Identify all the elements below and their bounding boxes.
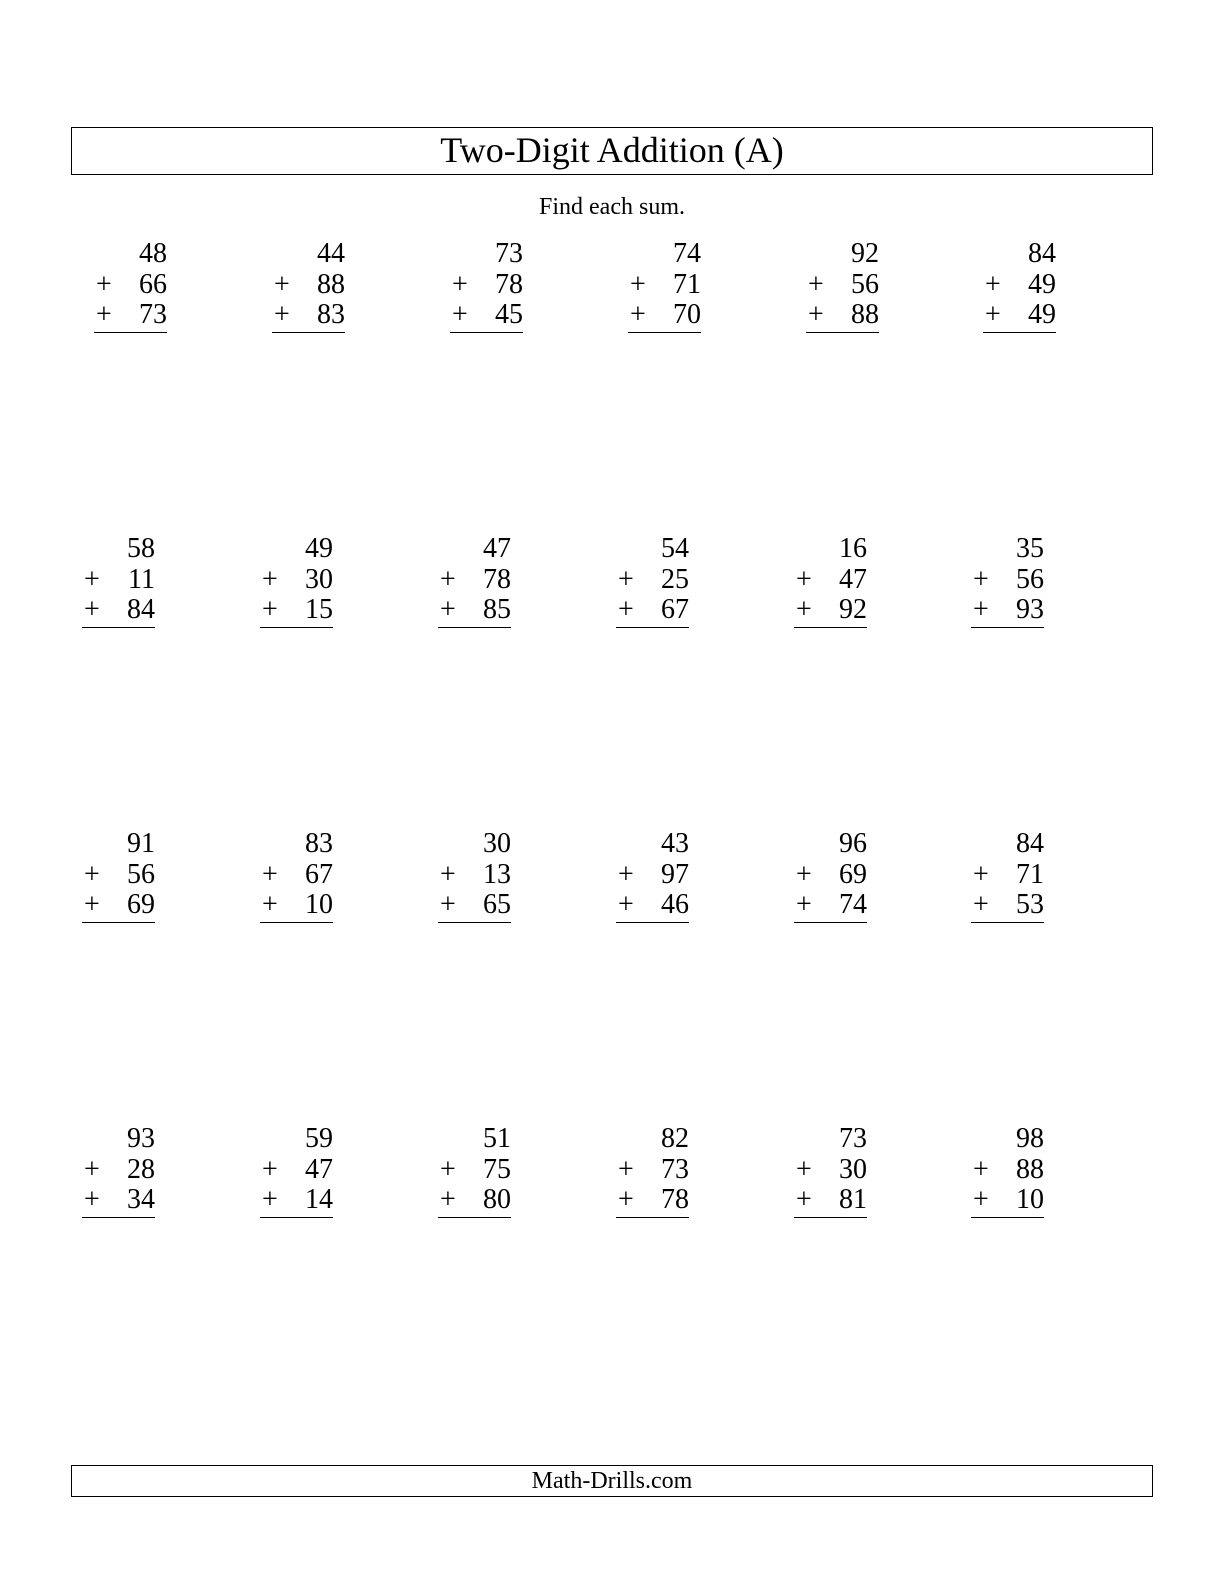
plus-sign: +	[262, 1153, 278, 1185]
first-addend	[438, 1124, 511, 1155]
answer-line	[971, 922, 1044, 923]
plus-sign: +	[973, 1184, 989, 1215]
first-addend	[438, 829, 511, 860]
plus-sign: +	[630, 299, 646, 330]
addition-problem	[971, 829, 1044, 923]
addition-problem	[438, 1124, 511, 1218]
answer-line	[260, 627, 333, 628]
first-addend	[260, 534, 333, 565]
plus-sign: +	[96, 268, 112, 300]
third-addend-value: 34	[127, 1184, 155, 1215]
worksheet-title: Two-Digit Addition (A)	[71, 127, 1153, 175]
answer-line	[628, 332, 701, 333]
third-addend-value: 92	[839, 594, 867, 625]
second-addend	[438, 565, 511, 596]
third-addend-value: 65	[483, 889, 511, 920]
second-addend-value: 66	[139, 268, 167, 300]
second-addend-value: 47	[839, 563, 867, 595]
answer-line	[82, 627, 155, 628]
answer-line	[794, 1217, 867, 1218]
third-addend	[260, 595, 333, 626]
plus-sign: +	[440, 594, 456, 625]
first-addend	[616, 829, 689, 860]
addition-problem	[983, 239, 1056, 333]
first-addend-value: 16	[839, 533, 867, 564]
plus-sign: +	[262, 1184, 278, 1215]
answer-line	[260, 922, 333, 923]
second-addend	[806, 270, 879, 301]
second-addend	[450, 270, 523, 301]
third-addend	[794, 1185, 867, 1216]
second-addend	[438, 860, 511, 891]
plus-sign: +	[973, 563, 989, 595]
answer-line	[438, 1217, 511, 1218]
plus-sign: +	[262, 858, 278, 890]
first-addend	[616, 1124, 689, 1155]
first-addend	[438, 534, 511, 565]
plus-sign: +	[796, 889, 812, 920]
first-addend	[616, 534, 689, 565]
third-addend-value: 10	[305, 889, 333, 920]
second-addend	[983, 270, 1056, 301]
plus-sign: +	[440, 1153, 456, 1185]
plus-sign: +	[618, 889, 634, 920]
first-addend	[971, 829, 1044, 860]
first-addend	[628, 239, 701, 270]
plus-sign: +	[630, 268, 646, 300]
second-addend	[616, 1155, 689, 1186]
second-addend-value: 71	[1016, 858, 1044, 890]
second-addend	[82, 1155, 155, 1186]
second-addend	[260, 860, 333, 891]
second-addend-value: 88	[317, 268, 345, 300]
first-addend-value: 82	[661, 1123, 689, 1154]
answer-line	[971, 627, 1044, 628]
third-addend	[628, 300, 701, 331]
second-addend-value: 78	[495, 268, 523, 300]
second-addend	[628, 270, 701, 301]
first-addend	[971, 1124, 1044, 1155]
addition-problem	[260, 534, 333, 628]
plus-sign: +	[808, 299, 824, 330]
answer-line	[438, 627, 511, 628]
second-addend	[260, 565, 333, 596]
second-addend	[971, 1155, 1044, 1186]
plus-sign: +	[84, 1153, 100, 1185]
first-addend-value: 44	[317, 238, 345, 269]
plus-sign: +	[985, 268, 1001, 300]
plus-sign: +	[796, 594, 812, 625]
third-addend-value: 46	[661, 889, 689, 920]
third-addend-value: 83	[317, 299, 345, 330]
plus-sign: +	[618, 1153, 634, 1185]
first-addend-value: 30	[483, 828, 511, 859]
plus-sign: +	[84, 889, 100, 920]
second-addend-value: 56	[1016, 563, 1044, 595]
third-addend	[272, 300, 345, 331]
third-addend-value: 70	[673, 299, 701, 330]
third-addend	[82, 890, 155, 921]
first-addend-value: 98	[1016, 1123, 1044, 1154]
first-addend	[450, 239, 523, 270]
second-addend-value: 49	[1028, 268, 1056, 300]
plus-sign: +	[808, 268, 824, 300]
first-addend-value: 47	[483, 533, 511, 564]
first-addend-value: 74	[673, 238, 701, 269]
second-addend-value: 28	[127, 1153, 155, 1185]
third-addend-value: 84	[127, 594, 155, 625]
plus-sign: +	[452, 268, 468, 300]
addition-problem	[794, 534, 867, 628]
first-addend	[82, 1124, 155, 1155]
second-addend-value: 25	[661, 563, 689, 595]
answer-line	[616, 627, 689, 628]
plus-sign: +	[796, 1153, 812, 1185]
third-addend-value: 15	[305, 594, 333, 625]
third-addend	[971, 1185, 1044, 1216]
third-addend-value: 74	[839, 889, 867, 920]
second-addend-value: 30	[305, 563, 333, 595]
plus-sign: +	[262, 563, 278, 595]
third-addend	[82, 1185, 155, 1216]
third-addend	[438, 890, 511, 921]
second-addend	[272, 270, 345, 301]
answer-line	[260, 1217, 333, 1218]
first-addend	[82, 534, 155, 565]
first-addend	[983, 239, 1056, 270]
answer-line	[971, 1217, 1044, 1218]
answer-line	[983, 332, 1056, 333]
first-addend-value: 91	[127, 828, 155, 859]
second-addend-value: 56	[127, 858, 155, 890]
addition-problem	[616, 1124, 689, 1218]
addition-problem	[806, 239, 879, 333]
plus-sign: +	[440, 889, 456, 920]
first-addend-value: 73	[495, 238, 523, 269]
first-addend-value: 51	[483, 1123, 511, 1154]
addition-problem	[438, 829, 511, 923]
instructions: Find each sum.	[539, 194, 685, 220]
first-addend	[794, 829, 867, 860]
addition-problem	[94, 239, 167, 333]
second-addend-value: 97	[661, 858, 689, 890]
second-addend	[794, 1155, 867, 1186]
second-addend-value: 67	[305, 858, 333, 890]
first-addend	[260, 1124, 333, 1155]
answer-line	[82, 1217, 155, 1218]
second-addend-value: 30	[839, 1153, 867, 1185]
addition-problem	[260, 829, 333, 923]
third-addend	[794, 890, 867, 921]
first-addend	[806, 239, 879, 270]
third-addend-value: 53	[1016, 889, 1044, 920]
plus-sign: +	[973, 1153, 989, 1185]
plus-sign: +	[84, 563, 100, 595]
third-addend-value: 85	[483, 594, 511, 625]
first-addend-value: 92	[851, 238, 879, 269]
second-addend	[260, 1155, 333, 1186]
addition-problem	[971, 1124, 1044, 1218]
plus-sign: +	[96, 299, 112, 330]
third-addend-value: 45	[495, 299, 523, 330]
answer-line	[616, 1217, 689, 1218]
second-addend	[616, 860, 689, 891]
second-addend	[794, 565, 867, 596]
first-addend	[260, 829, 333, 860]
second-addend-value: 69	[839, 858, 867, 890]
addition-problem	[260, 1124, 333, 1218]
plus-sign: +	[796, 1184, 812, 1215]
plus-sign: +	[796, 858, 812, 890]
third-addend	[983, 300, 1056, 331]
second-addend-value: 73	[661, 1153, 689, 1185]
addition-problem	[438, 534, 511, 628]
plus-sign: +	[973, 889, 989, 920]
plus-sign: +	[84, 1184, 100, 1215]
plus-sign: +	[796, 563, 812, 595]
plus-sign: +	[84, 858, 100, 890]
plus-sign: +	[440, 563, 456, 595]
second-addend	[616, 565, 689, 596]
second-addend-value: 88	[1016, 1153, 1044, 1185]
third-addend	[260, 890, 333, 921]
second-addend-value: 56	[851, 268, 879, 300]
first-addend	[794, 534, 867, 565]
plus-sign: +	[985, 299, 1001, 330]
footer-credit: Math-Drills.com	[71, 1465, 1153, 1497]
second-addend-value: 47	[305, 1153, 333, 1185]
third-addend	[616, 890, 689, 921]
second-addend-value: 11	[128, 563, 155, 595]
answer-line	[272, 332, 345, 333]
third-addend-value: 10	[1016, 1184, 1044, 1215]
third-addend	[260, 1185, 333, 1216]
answer-line	[806, 332, 879, 333]
first-addend-value: 96	[839, 828, 867, 859]
third-addend-value: 81	[839, 1184, 867, 1215]
answer-line	[438, 922, 511, 923]
second-addend	[971, 860, 1044, 891]
third-addend	[450, 300, 523, 331]
addition-problem	[628, 239, 701, 333]
plus-sign: +	[973, 594, 989, 625]
addition-problem	[82, 829, 155, 923]
answer-line	[794, 922, 867, 923]
first-addend-value: 43	[661, 828, 689, 859]
third-addend-value: 14	[305, 1184, 333, 1215]
first-addend-value: 93	[127, 1123, 155, 1154]
third-addend-value: 69	[127, 889, 155, 920]
second-addend	[82, 565, 155, 596]
plus-sign: +	[440, 1184, 456, 1215]
second-addend-value: 71	[673, 268, 701, 300]
third-addend	[616, 1185, 689, 1216]
second-addend	[94, 270, 167, 301]
addition-problem	[794, 829, 867, 923]
addition-problem	[82, 534, 155, 628]
third-addend-value: 88	[851, 299, 879, 330]
second-addend	[971, 565, 1044, 596]
third-addend	[971, 595, 1044, 626]
first-addend-value: 49	[305, 533, 333, 564]
third-addend-value: 73	[139, 299, 167, 330]
first-addend	[971, 534, 1044, 565]
plus-sign: +	[84, 594, 100, 625]
first-addend-value: 84	[1016, 828, 1044, 859]
second-addend-value: 13	[483, 858, 511, 890]
answer-line	[450, 332, 523, 333]
third-addend-value: 93	[1016, 594, 1044, 625]
third-addend	[971, 890, 1044, 921]
third-addend	[82, 595, 155, 626]
plus-sign: +	[440, 858, 456, 890]
second-addend-value: 75	[483, 1153, 511, 1185]
plus-sign: +	[274, 299, 290, 330]
first-addend-value: 83	[305, 828, 333, 859]
addition-problem	[616, 829, 689, 923]
plus-sign: +	[274, 268, 290, 300]
addition-problem	[971, 534, 1044, 628]
second-addend	[82, 860, 155, 891]
plus-sign: +	[618, 563, 634, 595]
second-addend-value: 78	[483, 563, 511, 595]
plus-sign: +	[618, 594, 634, 625]
third-addend-value: 80	[483, 1184, 511, 1215]
first-addend	[94, 239, 167, 270]
third-addend	[438, 1185, 511, 1216]
first-addend-value: 35	[1016, 533, 1044, 564]
second-addend	[438, 1155, 511, 1186]
addition-problem	[272, 239, 345, 333]
plus-sign: +	[262, 594, 278, 625]
third-addend	[94, 300, 167, 331]
answer-line	[94, 332, 167, 333]
second-addend	[794, 860, 867, 891]
third-addend	[806, 300, 879, 331]
third-addend	[794, 595, 867, 626]
plus-sign: +	[973, 858, 989, 890]
plus-sign: +	[618, 858, 634, 890]
first-addend	[82, 829, 155, 860]
answer-line	[794, 627, 867, 628]
third-addend-value: 67	[661, 594, 689, 625]
addition-problem	[450, 239, 523, 333]
third-addend-value: 49	[1028, 299, 1056, 330]
answer-line	[616, 922, 689, 923]
addition-problem	[794, 1124, 867, 1218]
third-addend	[616, 595, 689, 626]
plus-sign: +	[452, 299, 468, 330]
third-addend	[438, 595, 511, 626]
first-addend-value: 59	[305, 1123, 333, 1154]
first-addend-value: 54	[661, 533, 689, 564]
third-addend-value: 78	[661, 1184, 689, 1215]
plus-sign: +	[618, 1184, 634, 1215]
first-addend-value: 73	[839, 1123, 867, 1154]
first-addend	[272, 239, 345, 270]
addition-problem	[82, 1124, 155, 1218]
answer-line	[82, 922, 155, 923]
addition-problem	[616, 534, 689, 628]
first-addend	[794, 1124, 867, 1155]
plus-sign: +	[262, 889, 278, 920]
first-addend-value: 84	[1028, 238, 1056, 269]
first-addend-value: 48	[139, 238, 167, 269]
first-addend-value: 58	[127, 533, 155, 564]
